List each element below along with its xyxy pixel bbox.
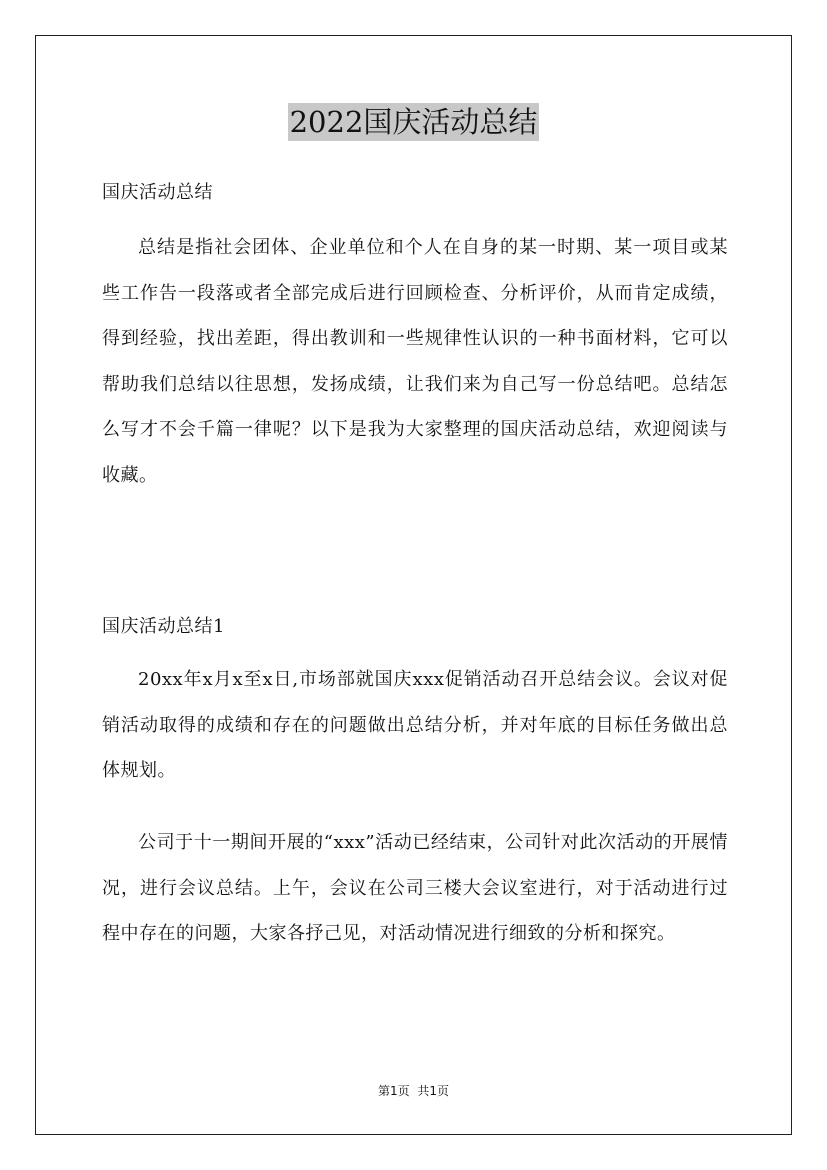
page-number-current: 第1页 (377, 1084, 410, 1098)
section1-heading: 国庆活动总结1 (102, 616, 225, 637)
section1-paragraph-1: 20xx年x月x至x日,市场部就国庆xxx促销活动召开总结会议。会议对促销活动取得的成绩和存在的问题做出总结分析，并对年底的目标任务做出总体规划。 (102, 669, 728, 781)
section1-paragraph-2: 公司于十一期间开展的“xxx”活动已经结束，公司针对此次活动的开展情况，进行会议总结。上午，会议在公司三楼大会议室进行，对于活动进行过程中存在的问题，大家各抒己见，对活动情况进行细致的分析和探究。 (102, 832, 728, 944)
title-container (0, 103, 827, 141)
page-number-total: 共1页 (417, 1084, 450, 1098)
intro-paragraph: 总结是指社会团体、企业单位和个人在自身的某一时期、某一项目或某些工作告一段落或者全部完成后进行回顾检查、分析评价，从而肯定成绩，得到经验，找出差距，得出教训和一些规律性认识的一种书面材料，它可以帮助我们总结以往思想，发扬成绩，让我们来为自己写一份总结吧。总结怎么写才不会千篇一律呢？以下是我为大家整理的国庆活动总结，欢迎阅读与收藏。 (102, 237, 728, 486)
document-title: 2022国庆活动总结 (289, 105, 538, 139)
intro-heading: 国庆活动总结 (102, 182, 213, 203)
page-footer (0, 1083, 827, 1099)
